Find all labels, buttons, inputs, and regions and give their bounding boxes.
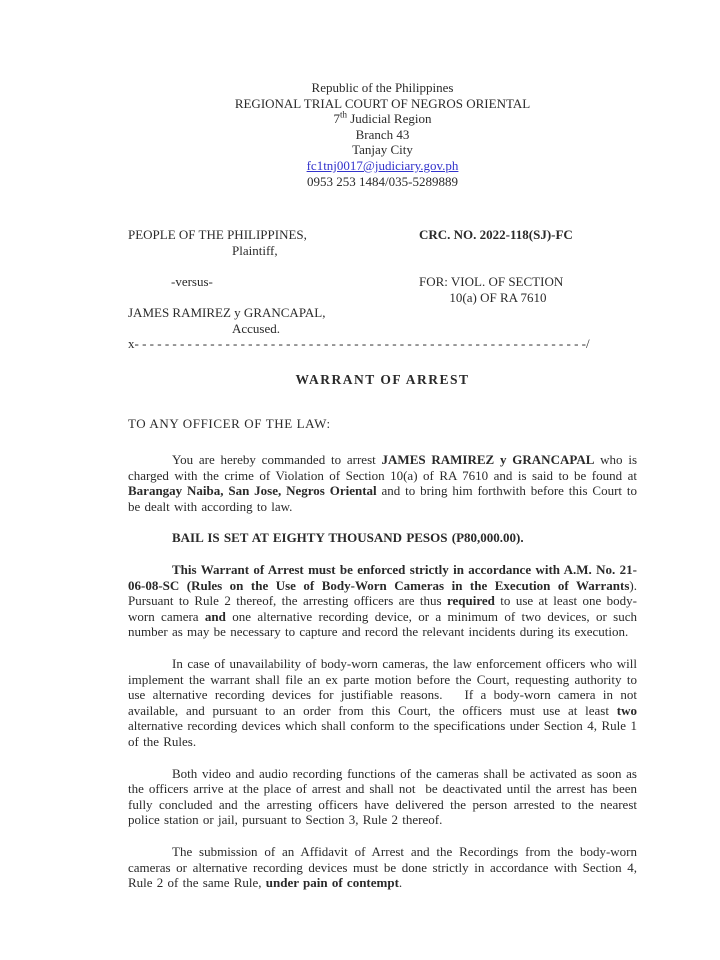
- caption-row: [128, 321, 637, 337]
- text-run: You are hereby commanded to arrest: [172, 452, 382, 468]
- caption-row: [128, 243, 637, 259]
- text-run: JAMES RAMIREZ y GRANCAPAL: [381, 452, 595, 468]
- text-run: Both video and audio recording functions of the cameras shall be activated as soon as the officers arrive at the place of arrest and shall not be deactivated until the arrest has been fully concluded and the arresting officers have delivered the person arrested to the nearest police station or jail, pursuant to Section 3, Rule 2 thereof.: [128, 765, 637, 828]
- region-number: 7: [333, 111, 340, 127]
- text-run: This Warrant of Arrest must be enforced strictly in accordance with A.M. No. 21-06-08-SC (Rules on the Use of Body-Worn Cameras in the Execution of Warrants: [128, 562, 637, 593]
- region-label: Judicial Region: [347, 111, 432, 127]
- accused-role: Accused.: [232, 320, 281, 336]
- versus-label: -versus-: [171, 273, 213, 289]
- paragraph-recording-functions: [128, 766, 637, 828]
- document-title: WARRANT OF ARREST: [295, 371, 470, 387]
- paragraph-affidavit-submission: [128, 844, 637, 891]
- text-run: who is charged with the crime of Violation of Section 10(a) of RA 7610 and is said to be found at: [128, 452, 638, 483]
- salutation: TO ANY OFFICER OF THE LAW:: [128, 415, 331, 431]
- text-run: .: [398, 875, 403, 891]
- letterhead-branch: Branch 43: [355, 126, 410, 142]
- caption-row: [128, 305, 637, 321]
- text-run: one alternative recording device, or a minimum of two devices, or such number as may be necessary to capture and record the relevant incidents during its execution.: [128, 608, 637, 640]
- case-caption: [128, 227, 637, 352]
- letterhead: [128, 80, 637, 189]
- text-run: and to bring him forthwith before this Court to be dealt with according to law.: [128, 483, 637, 514]
- text-run: two: [616, 702, 637, 718]
- paragraph-unavailability: [128, 656, 637, 750]
- text-run: In case of unavailability of body-worn cameras, the law enforcement officers who will implement the warrant shall file an ex parte motion before the Court, requesting authority to use alternative recording devices for justifiable reasons. If a body-worn camera in not available, and pursuant to an order from this Court, the officers must use at least: [128, 656, 637, 718]
- text-run: Barangay Naiba, San Jose, Negros Oriental: [128, 483, 377, 499]
- caption-spacer: [419, 243, 637, 259]
- text-run: BAIL IS SET AT EIGHTY THOUSAND PESOS (P80,000.00).: [172, 530, 524, 546]
- text-run: under pain of contempt: [265, 875, 399, 891]
- plaintiff-role: Plaintiff,: [232, 242, 278, 258]
- plaintiff-name: PEOPLE OF THE PHILIPPINES,: [128, 227, 307, 243]
- caption-row: [128, 274, 637, 290]
- caption-spacer: [128, 290, 389, 306]
- case-number: CRC. NO. 2022-118(SJ)-FC: [419, 227, 573, 243]
- text-run: to use at least one body-worn camera: [128, 593, 638, 624]
- letterhead-judicial-region: [128, 111, 637, 127]
- letterhead-court-name: REGIONAL TRIAL COURT OF NEGROS ORIENTAL: [234, 95, 531, 111]
- charge-line-1: FOR: VIOL. OF SECTION: [419, 273, 564, 289]
- text-run: required: [447, 593, 495, 609]
- letterhead-republic: Republic of the Philippines: [311, 80, 454, 95]
- paragraph-bwc-rules: [128, 562, 637, 640]
- caption-spacer: [419, 305, 637, 321]
- letterhead-city: Tanjay City: [352, 142, 413, 158]
- court-email-link[interactable]: fc1tnj0017@judiciary.gov.ph: [306, 157, 459, 173]
- accused-name: JAMES RAMIREZ y GRANCAPAL,: [128, 305, 326, 321]
- caption-row: [128, 290, 637, 306]
- caption-separator-line: x- - - - - - - - - - - - - - - - - - - - - - - - - - - - - - - - - - - - - - - - - - - - - - - - - - - - - - - - - - - -/: [128, 336, 590, 352]
- caption-blank-row: [128, 258, 637, 274]
- text-run: and: [204, 608, 226, 624]
- charge-line-2: 10(a) OF RA 7610: [449, 289, 547, 305]
- caption-row: [128, 227, 637, 243]
- letterhead-phone: 0953 253 1484/035-5289889: [307, 173, 458, 189]
- paragraph-command: [128, 452, 637, 514]
- caption-spacer: [419, 321, 637, 337]
- text-run: ). Pursuant to Rule 2 thereof, the arresting officers are thus: [128, 577, 637, 609]
- bail-line: [128, 530, 637, 546]
- text-run: The submission of an Affidavit of Arrest and the Recordings from the body-worn cameras or alternative recording devices must be done strictly in accordance with Section 4, Rule 2 of the same Rule,: [128, 843, 637, 891]
- text-run: alternative recording devices which shall conform to the specifications under Section 4, Rule 1 of the Rules.: [128, 718, 637, 749]
- region-ordinal-suffix: th: [339, 109, 347, 120]
